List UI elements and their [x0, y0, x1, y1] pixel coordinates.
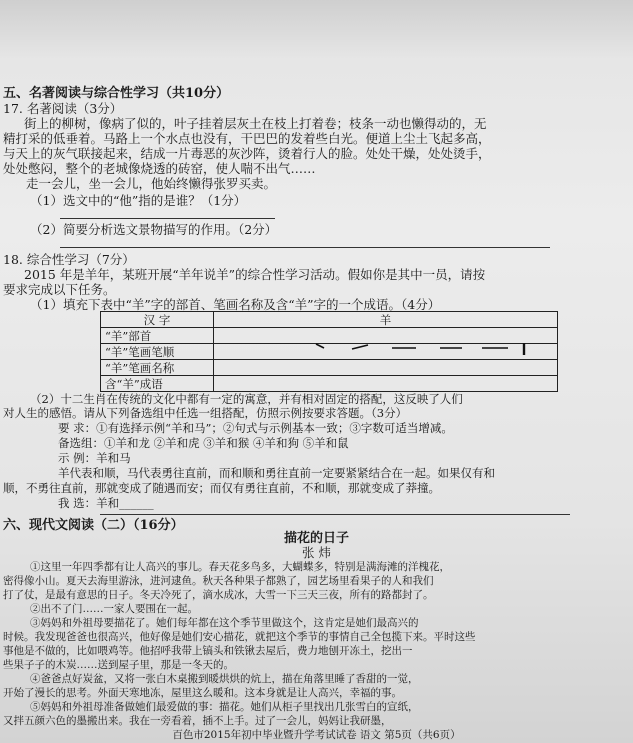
article-paragraph-line: 事他是不做的，比如喂鸡等。他招呼我带上镐头和铁锹去屋后，费力地刨开冻土，挖出一 — [3, 645, 413, 657]
answer-cell[interactable] — [214, 376, 558, 392]
article-paragraph-line: ⑤妈妈和外祖母准备做她们最爱做的事：描花。她们从柜子里找出几张雪白的宣纸， — [30, 701, 419, 713]
q18-sub2-line: （2）十二生肖在传统的文化中都有一定的寓意，并有相对固定的搭配，这反映了人们 — [30, 392, 463, 406]
article-paragraph-line: 密得像小山。夏天去海里游泳，进河逮鱼。秋天各种果子都熟了，园艺场里看果子的人和我们 — [3, 575, 434, 587]
article-title: 描花的日子 — [283, 531, 349, 546]
table-row-label: “羊”部首 — [101, 328, 214, 344]
table-row-label: “羊”笔画名称 — [101, 360, 214, 376]
article-paragraph-line: 时候。我发现爸爸也很高兴，他好像是她们安心描花，就把这个季节的事情自己全包揽下来。平时这些 — [3, 631, 476, 643]
q18-sub2-line: 对人生的感悟。请从下列备选组中任选一组搭配，仿照示例按要求答题。（3分） — [3, 406, 408, 420]
answer-line[interactable] — [60, 218, 275, 219]
q18-intro-line: 要求完成以下任务。 — [3, 282, 116, 297]
q17-passage-line: 走一会儿，坐一会儿，他始终懒得张罗买卖。 — [26, 176, 277, 191]
q18-example-line: 顺，不勇往直前，那就变成了随遇而安；而仅有勇往直前，不和顺，那就变成了莽撞。 — [3, 481, 440, 495]
q18-options: 备选组：①羊和龙 ②羊和虎 ③羊和猴 ④羊和狗 ⑤羊和鼠 — [58, 436, 349, 450]
q17-sub1: （1）选文中的“他”指的是谁？（1分） — [30, 193, 247, 208]
article-paragraph-line: ④爸爸点好炭盆，又将一张白木桌搬到暖烘烘的炕上，描在角落里睡了香甜的一觉， — [30, 673, 419, 685]
q18-example-line: 羊代表和顺，马代表勇往直前，而和顺和勇往直前一定要紧紧结合在一起。如果仅有和 — [58, 466, 495, 480]
section5-title: 五、名著阅读与综合性学习（共10分） — [3, 86, 230, 101]
table-row-label: “羊”笔画笔顺 — [101, 344, 214, 360]
answer-cell[interactable] — [214, 360, 558, 376]
q18-title: 18. 综合性学习（7分） — [3, 252, 135, 267]
article-paragraph-line: 打了仗，是最有意思的日子。冬天冷死了，滴水成冰，大雪一下三天三夜，所有的路都封了。 — [3, 589, 434, 601]
article-paragraph-line: 些果子子的木炭……送到屋子里，那是一冬天的。 — [3, 659, 234, 671]
q18-example-label: 示 例：羊和马 — [58, 451, 131, 465]
q17-passage-line: 处处憋闷，整个的老城像烧透的砖窑，使人喘不出气…… — [3, 161, 316, 176]
stroke-order-strokes — [312, 340, 532, 356]
section6-title: 六、现代文阅读（二）（16分） — [3, 518, 184, 533]
page-footer: 百色市2015年初中毕业暨升学考试试卷 语文 第5页（共6页） — [172, 729, 461, 741]
table-row-label: 含“羊”成语 — [101, 376, 214, 392]
article-paragraph-line: ②出不了门……一家人要围在一起。 — [30, 603, 198, 615]
q18-intro-line: 2015 年是羊年，某班开展“羊年说羊”的综合性学习活动。假如你是其中一员，请按 — [24, 267, 486, 282]
stroke-dot — [316, 344, 324, 348]
article-paragraph-line: 开始了漫长的思考。外面天寒地冻，屋里这么暖和。这本身就是让人高兴，幸福的事。 — [3, 687, 402, 699]
table-header: 汉 字 — [101, 312, 214, 328]
stroke-slash — [352, 345, 368, 349]
article-paragraph-line: ①这里一年四季都有让人高兴的事儿。春天花多鸟多，大蝴蝶多，特别是满海滩的洋槐花， — [30, 561, 450, 573]
q17-passage-line: 与天上的灰气联接起来，结成一片毒恶的灰沙阵，烫着行人的脸。处处干燥，处处烫手， — [3, 146, 491, 161]
answer-line[interactable] — [60, 247, 550, 248]
q18-requirement: 要 求：①有选择示例“羊和马”；②句式与示例基本一致；③字数可适当增减。 — [58, 421, 453, 435]
article-paragraph-line: ③妈妈和外祖母要描花了。她们每年都在这个季节里做这个，这肯定是她们最高兴的 — [30, 617, 419, 629]
article-paragraph-line: 又拌五颜六色的墨搬出来。我在一旁看着，插不上手。过了一会儿，妈妈让我研墨， — [3, 715, 392, 727]
article-author: 张 炜 — [302, 545, 331, 560]
q17-sub2: （2）简要分析选文景物描写的作用。（2分） — [30, 222, 278, 237]
q17-passage-line: 街上的柳树，像病了似的，叶子挂着层灰土在枝上打着卷；枝条一动也懒得动的，无 — [24, 116, 487, 131]
answer-line[interactable] — [100, 514, 570, 515]
table-header: 羊 — [214, 312, 558, 328]
q17-passage-line: 精打采的低垂着。马路上一个水点也没有，干巴巴的发着些白光。便道上尘土飞起多高， — [3, 131, 491, 146]
q18-my-choice[interactable]: 我 选：羊和______ — [58, 496, 154, 510]
q17-title: 17. 名著阅读（3分） — [3, 101, 123, 116]
q18-sub1: （1）填充下表中“羊”字的部首、笔画名称及含“羊”字的一个成语。（4分） — [30, 297, 441, 312]
